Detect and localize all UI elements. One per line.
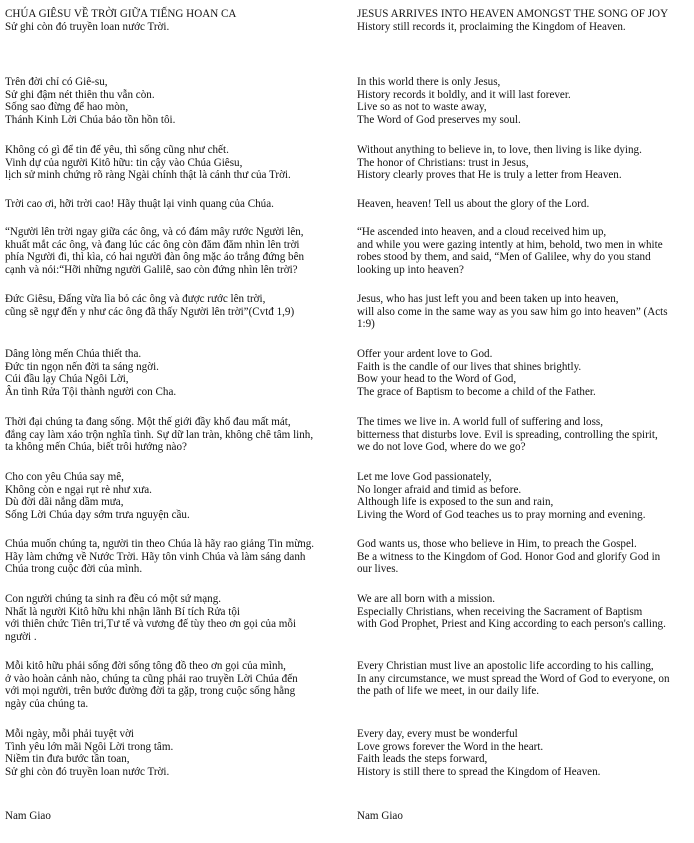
english-stanza [357,348,692,398]
vietnamese-stanza [5,728,345,778]
vietnamese-stanza [5,76,345,126]
vietnamese-stanza [5,348,345,398]
stanza-line: History is still there to spread the Kingdom of Heaven. [357,765,601,778]
stanza-line: “He ascended into heaven, and a cloud received him up, [357,226,607,238]
stanza-line: robes stood by them, and said, “Men of Galilee, why do you stand [357,251,651,264]
english-stanza [357,198,692,211]
stanza-line: Love grows forever the Word in the heart. [357,740,544,753]
english-stanza [357,416,692,454]
english-author-block [357,810,692,823]
stanza-line: Living the Word of God teaches us to pray morning and evening. [357,508,646,521]
english-stanza [357,538,692,576]
stanza-line: Mỗi ngày, mỗi phải tuyệt vời [5,728,135,740]
english-stanza [357,76,692,126]
english-stanza [357,293,692,331]
stanza-line: phía Người đi, thì kìa, có hai người đàn ông mặc áo trắng đứng bên [5,251,305,264]
stanza-line: Không còn e ngại rụt rè như xưa. [5,483,152,496]
stanza-line: Đức Giêsu, Đấng vừa lìa bỏ các ông và được rước lên trời, [5,293,266,305]
stanza-line: Be a witness to the Kingdom of God. Honor God and glorify God in [357,550,661,563]
stanza-line: Trên đời chỉ có Giê-su, [5,76,108,88]
stanza-line: Chúa trong cuộc đời của mình. [5,563,143,576]
vietnamese-stanza [5,471,345,521]
stanza-line: với mọi người, trên bước đường đời ta gặp, trong cuộc sống hằng [5,685,296,698]
stanza-line: Although life is exposed to the sun and rain, [357,496,554,509]
stanza-line: The grace of Baptism to become a child of the Father. [357,385,596,398]
vietnamese-subtitle: Sử ghi còn đó truyền loan nước Trời. [5,20,170,33]
stanza-line: Offer your ardent love to God. [357,348,493,360]
stanza-line: Every Christian must live an apostolic life according to his calling, [357,660,654,672]
stanza-line: Chúa muốn chúng ta, người tin theo Chúa là hãy rao giảng Tin mừng. [5,538,315,550]
english-subtitle: History still records it, proclaiming the Kingdom of Heaven. [357,20,626,33]
stanza-line: Thánh Kinh Lời Chúa bảo tồn hồn tôi. [5,113,176,126]
stanza-line: will also come in the same way as you saw him go into heaven” (Acts [357,305,668,318]
vietnamese-stanza [5,660,345,710]
stanza-line: the path of life we meet, in our daily life. [357,685,540,698]
stanza-line: with God Prophet, Priest and King according to each person's calling. [357,618,666,631]
vietnamese-heading [5,8,345,33]
stanza-line: Không có gì để tin để yêu, thì sống cũng như chết. [5,144,229,156]
english-title: JESUS ARRIVES INTO HEAVEN AMONGST THE SONG OF JOY [357,8,669,20]
stanza-line: Sử ghi còn đó truyền loan nước Trời. [5,765,170,778]
vietnamese-stanza [5,198,345,211]
stanza-line: bitterness that disturbs love. Evil is spreading, controlling the spirit, [357,428,658,441]
stanza-line: The times we live in. A world full of suffering and loss, [357,416,603,428]
vietnamese-stanza [5,144,345,182]
stanza-line: Trời cao ơi, hỡi trời cao! Hãy thuật lại vinh quang của Chúa. [5,198,274,210]
vietnamese-title: CHÚA GIÊSU VỀ TRỜI GIỮA TIẾNG HOAN CA [5,8,237,20]
english-stanza [357,728,692,778]
stanza-line: với thiên chức Tiên tri,Tư tế và vương đế tùy theo ơn gọi của mỗi [5,618,297,631]
stanza-line: Mỗi kitô hữu phải sống đời sống tông đồ theo ơn gọi của mình, [5,660,286,672]
stanza-line: Faith is the candle of our lives that shines brightly. [357,360,582,373]
stanza-line: No longer afraid and timid as before. [357,483,522,496]
stanza-line: người . [5,630,37,643]
vietnamese-stanza [5,538,345,576]
stanza-line: History records it boldly, and it will last forever. [357,88,571,101]
stanza-line: we do not love God, where do we go? [357,441,526,454]
stanza-line: Sống Lời Chúa dạy sớm trưa nguyện cầu. [5,508,190,521]
stanza-line: Without anything to believe in, to love, then living is like dying. [357,144,642,156]
stanza-line: Niềm tin đưa bước tần toan, [5,753,130,766]
vietnamese-author: Nam Giao [5,810,51,822]
stanza-line: Nhất là người Kitô hữu khi nhận lãnh Bí tích Rửa tội [5,605,240,618]
vietnamese-author-block [5,810,345,823]
stanza-line: ta không mến Chúa, biết trôi hướng nào? [5,441,187,454]
stanza-line: Bow your head to the Word of God, [357,373,517,386]
stanza-line: Sống sao đừng để hao mòn, [5,101,129,114]
stanza-line: đắng cay làm xáo trộn nghĩa tình. Sự dữ lan tràn, không chê tâm linh, [5,428,314,441]
stanza-line: Dâng lòng mến Chúa thiết tha. [5,348,142,360]
stanza-line: History clearly proves that He is truly a letter from Heaven. [357,169,622,182]
stanza-line: Hãy làm chứng về Nước Trời. Hãy tôn vinh Chúa và làm sáng danh [5,550,306,563]
stanza-line: God wants us, those who believe in Him, to preach the Gospel. [357,538,637,550]
stanza-line: ở vào hoàn cảnh nào, chúng ta cũng phải rao truyền Lời Chúa đến [5,672,298,685]
stanza-line: Let me love God passionately, [357,471,492,483]
english-stanza [357,144,692,182]
stanza-line: Thời đại chúng ta đang sống. Một thế giới đầy khổ đau mất mát, [5,416,291,428]
vietnamese-stanza [5,293,345,318]
vietnamese-stanza [5,593,345,643]
stanza-line: Con người chúng ta sinh ra đều có một sứ mạng. [5,593,222,605]
stanza-line: and while you were gazing intently at him, behold, two men in white [357,238,663,251]
stanza-line: In this world there is only Jesus, [357,76,501,88]
stanza-line: Sử ghi đậm nét thiên thu vẫn còn. [5,88,155,101]
stanza-line: Cúi đầu lạy Chúa Ngôi Lời, [5,373,129,386]
stanza-line: Ân tình Rửa Tội thành người con Cha. [5,385,177,398]
english-stanza [357,471,692,521]
english-stanza [357,593,692,631]
stanza-line: 1:9) [357,318,375,331]
stanza-line: lịch sử minh chứng rõ ràng Ngài chính thật là cánh thư của Trời. [5,169,291,182]
stanza-line: Live so as not to waste away, [357,101,487,114]
stanza-line: looking up into heaven? [357,263,464,276]
english-heading [357,8,692,33]
vietnamese-stanza [5,416,345,454]
stanza-line: our lives. [357,563,399,576]
stanza-line: “Người lên trời ngay giữa các ông, và có đám mây rước Người lên, [5,226,304,238]
english-stanza [357,226,692,276]
stanza-line: Every day, every must be wonderful [357,728,518,740]
stanza-line: Jesus, who has just left you and been taken up into heaven, [357,293,619,305]
stanza-line: Đức tin ngọn nến đời ta sáng ngời. [5,360,159,373]
stanza-line: Especially Christians, when receiving the Sacrament of Baptism [357,605,643,618]
stanza-line: Cho con yêu Chúa say mê, [5,471,124,483]
stanza-line: Vinh dự của người Kitô hữu: tin cậy vào Chúa Giêsu, [5,156,243,169]
stanza-line: The Word of God preserves my soul. [357,113,521,126]
stanza-line: cạnh và nói:“Hỡi những người Galilê, sao còn đứng nhìn lên trời? [5,263,298,276]
stanza-line: In any circumstance, we must spread the Word of God to everyone, on [357,672,670,685]
stanza-line: khuất mắt các ông, và đang lúc các ông còn đăm đăm nhìn lên trời [5,238,300,251]
stanza-line: Tình yêu lớn mãi Ngôi Lời trong tâm. [5,740,174,753]
stanza-line: Heaven, heaven! Tell us about the glory of the Lord. [357,198,590,210]
stanza-line: Faith leads the steps forward, [357,753,488,766]
english-stanza [357,660,692,698]
stanza-line: We are all born with a mission. [357,593,496,605]
vietnamese-stanza [5,226,345,276]
stanza-line: ngày của chúng ta. [5,697,89,710]
stanza-line: The honor of Christians: trust in Jesus, [357,156,529,169]
stanza-line: Dù đời dãi nắng dầm mưa, [5,496,124,509]
stanza-line: cũng sẽ ngự đến y như các ông đã thấy Người lên trời”(Cvtđ 1,9) [5,305,295,318]
english-author: Nam Giao [357,810,403,822]
